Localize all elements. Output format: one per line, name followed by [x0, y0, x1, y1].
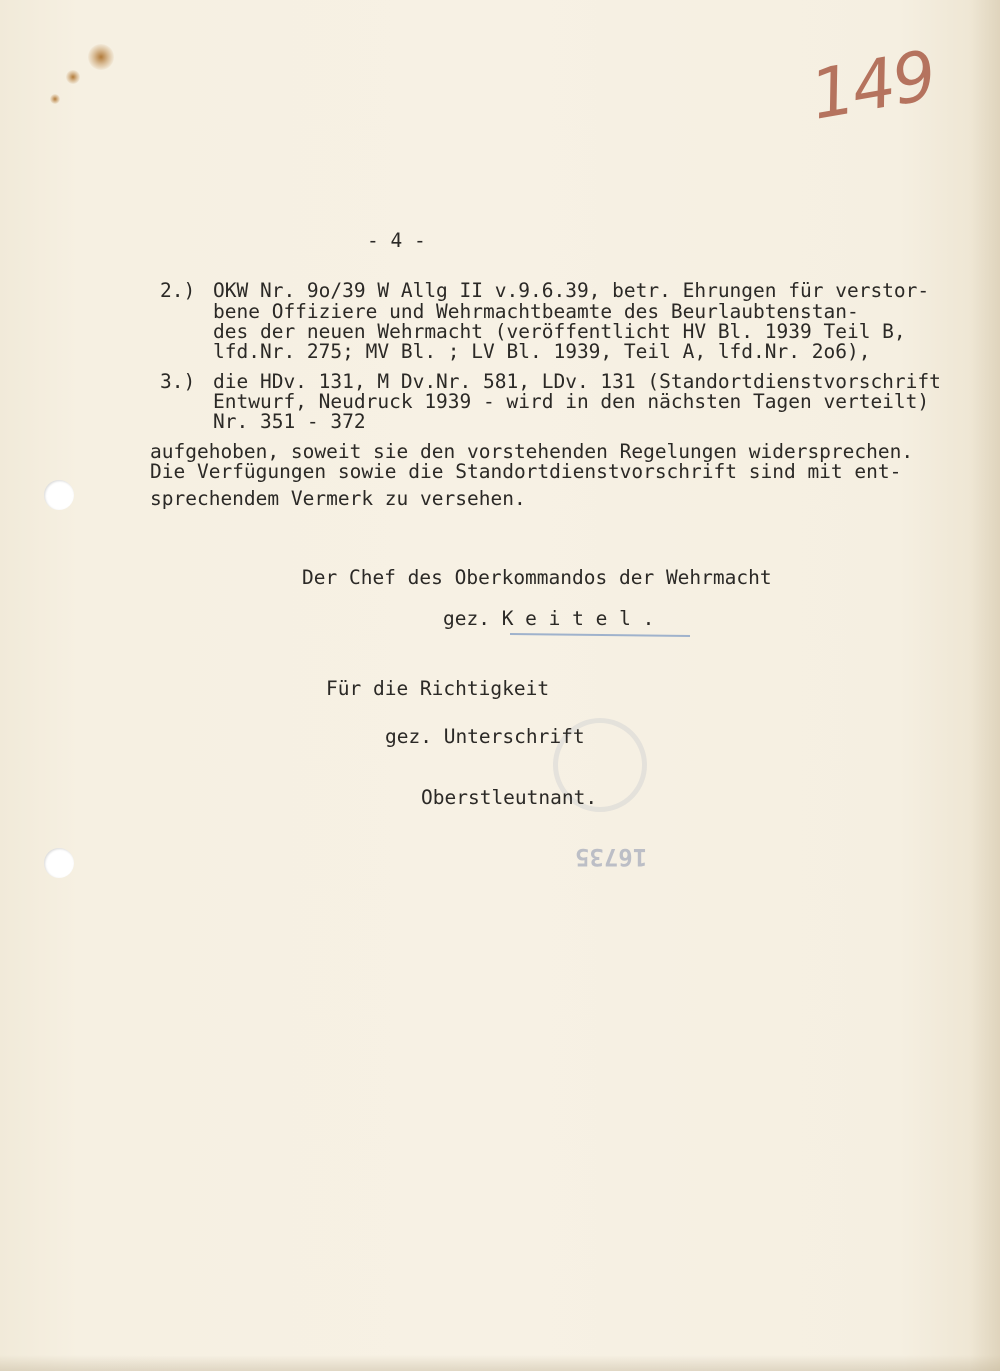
item-number: 2.) — [160, 279, 196, 302]
officer-rank: Oberstleutnant. — [421, 786, 598, 809]
item-line: Entwurf, Neudruck 1939 - wird in den nächsten Tagen verteilt) — [213, 390, 930, 413]
punch-hole-bottom — [44, 848, 74, 878]
page-edge-shadow — [0, 1355, 1000, 1371]
page-number: - 4 - — [367, 229, 426, 252]
signature-keitel: gez. K e i t e l . — [443, 607, 655, 630]
rust-stain — [50, 94, 60, 104]
paragraph-line: aufgehoben, soweit sie den vorstehenden Regelungen widersprechen. — [150, 440, 914, 463]
item-line: des der neuen Wehrmacht (veröffentlicht HV Bl. 1939 Teil B, — [213, 320, 906, 343]
item-line: bene Offiziere und Wehrmachtbeamte des Beurlaubtenstan- — [213, 300, 859, 323]
paragraph-line: Die Verfügungen sowie die Standortdienstvorschrift sind mit ent- — [150, 460, 902, 483]
certification-label: Für die Richtigkeit — [326, 677, 550, 700]
item-line: die HDv. 131, M Dv.Nr. 581, LDv. 131 (Standortdienstvorschrift — [213, 370, 941, 393]
signature-underline — [510, 633, 690, 637]
paragraph-line: sprechendem Vermerk zu versehen. — [150, 487, 526, 510]
rust-stain — [88, 44, 114, 70]
archive-stamp-number: 16735 — [575, 843, 648, 871]
item-line: lfd.Nr. 275; MV Bl. ; LV Bl. 1939, Teil A, lfd.Nr. 2o6), — [213, 340, 871, 363]
item-number: 3.) — [160, 370, 196, 393]
signatory-title: Der Chef des Oberkommandos der Wehrmacht — [302, 566, 772, 589]
folio-number: 149 — [805, 36, 941, 136]
item-line: OKW Nr. 9o/39 W Allg II v.9.6.39, betr. Ehrungen für verstor- — [213, 279, 930, 302]
signed-by: gez. Unterschrift — [385, 725, 585, 748]
rust-stain — [66, 70, 80, 84]
item-line: Nr. 351 - 372 — [213, 410, 366, 433]
punch-hole-top — [44, 480, 74, 510]
